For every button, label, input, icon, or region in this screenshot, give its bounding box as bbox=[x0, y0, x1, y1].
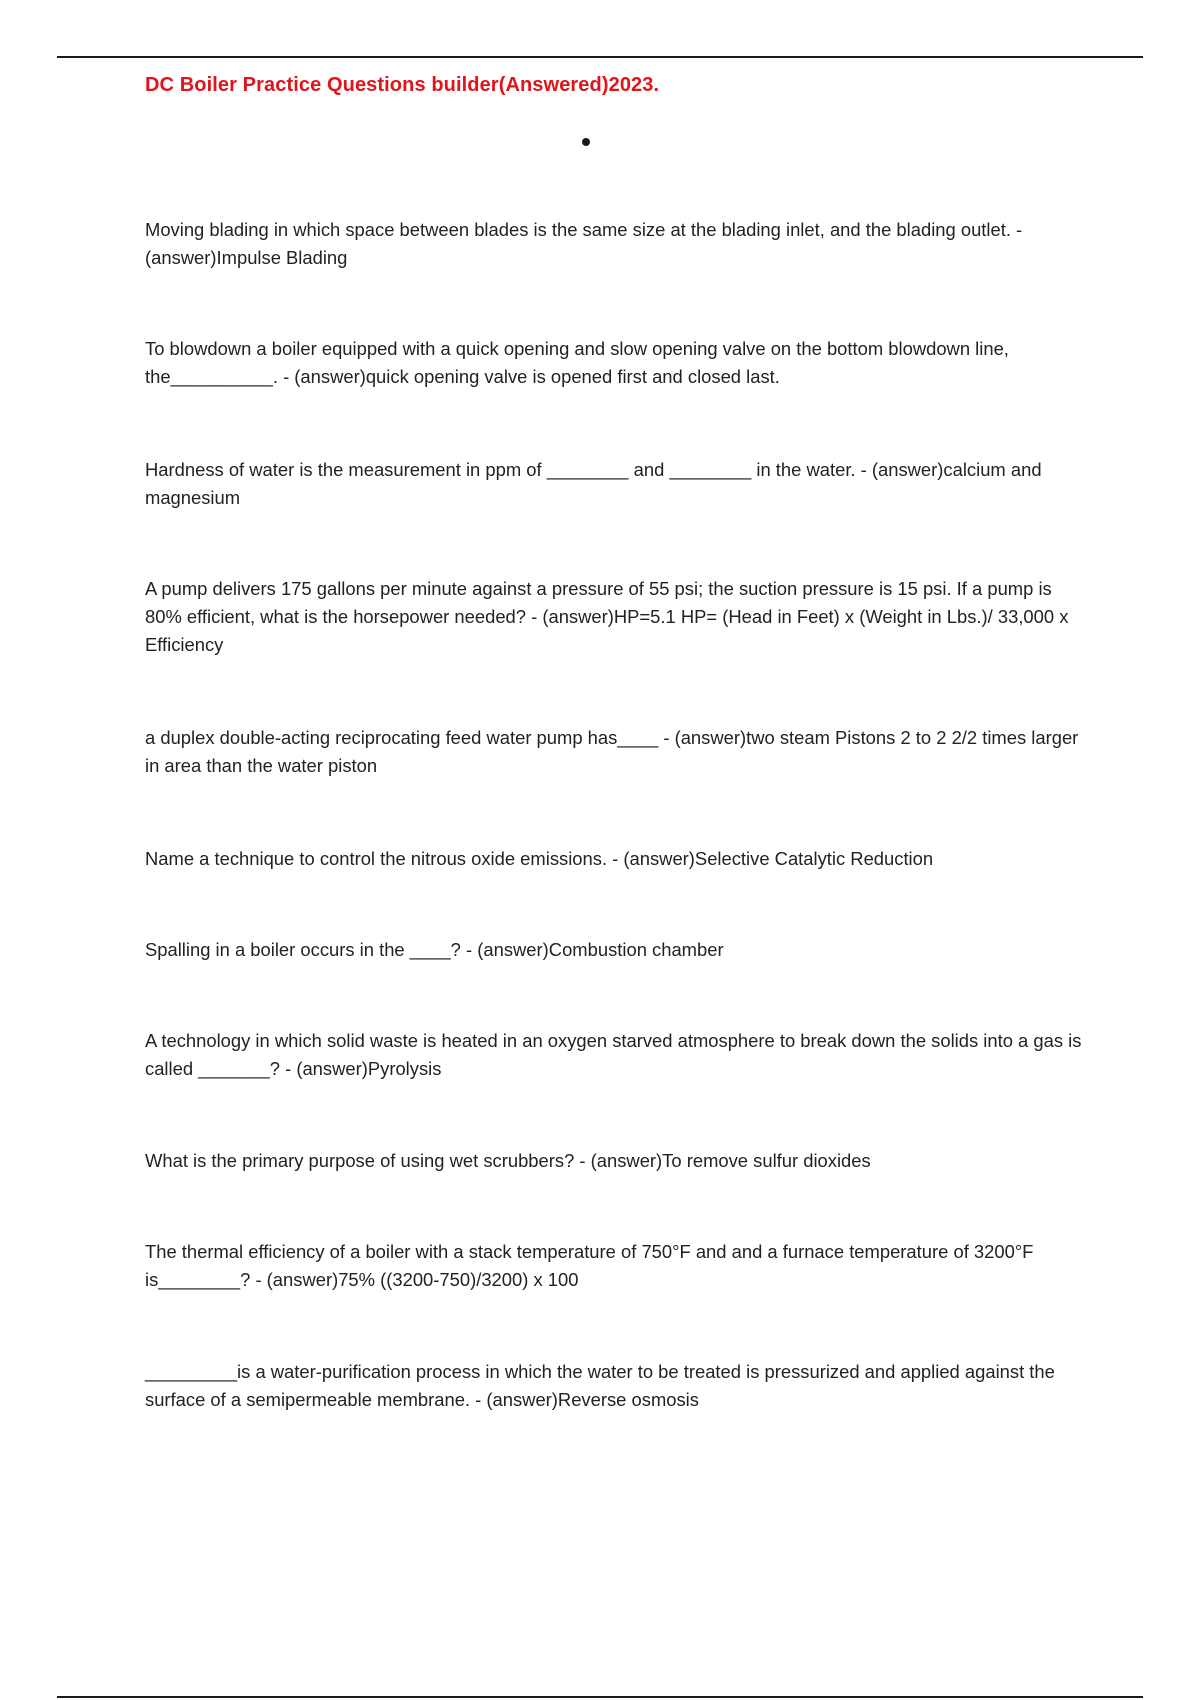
question-answer-item: Name a technique to control the nitrous oxide emissions. - (answer)Selective Catalytic Reduction bbox=[145, 848, 934, 869]
question-answer-item: _________is a water-purification process in which the water to be treated is pressurized and applied against the surface of a semipermeable membrane. - (answer)Reverse osmosis bbox=[145, 1361, 1055, 1410]
question-answer-item: What is the primary purpose of using wet scrubbers? - (answer)To remove sulfur dioxides bbox=[145, 1150, 871, 1171]
question-answer-item: A technology in which solid waste is heated in an oxygen starved atmosphere to break down the solids into a gas is called _______? - (answer)Pyrolysis bbox=[145, 1030, 1082, 1079]
question-answer-item: Moving blading in which space between blades is the same size at the blading inlet, and the blading outlet. - (answer)Impulse Blading bbox=[145, 219, 1023, 268]
question-answer-item: A pump delivers 175 gallons per minute against a pressure of 55 psi; the suction pressure is 15 psi. If a pump is 80% efficient, what is the horsepower needed? - (answer)HP=5.1 HP= (Head in Feet) x (Weight in Lbs.)/ 33,000 x Efficiency bbox=[145, 578, 1069, 655]
question-answer-item: Hardness of water is the measurement in ppm of ________ and ________ in the water. - (answer)calcium and magnesium bbox=[145, 459, 1042, 508]
question-answer-item: Spalling in a boiler occurs in the ____? - (answer)Combustion chamber bbox=[145, 939, 724, 960]
top-rule bbox=[57, 56, 1143, 58]
question-answer-item: The thermal efficiency of a boiler with a stack temperature of 750°F and and a furnace temperature of 3200°F is________? - (answer)75% ((3200-750)/3200) x 100 bbox=[145, 1241, 1034, 1290]
question-answer-item: a duplex double-acting reciprocating feed water pump has____ - (answer)two steam Pistons 2 to 2 2/2 times larger in area than the water piston bbox=[145, 727, 1079, 776]
document-title: DC Boiler Practice Questions builder(Answered)2023. bbox=[145, 74, 660, 96]
question-answer-item: To blowdown a boiler equipped with a quick opening and slow opening valve on the bottom blowdown line, the__________. - (answer)quick opening valve is opened first and closed last. bbox=[145, 338, 1009, 387]
bottom-rule bbox=[57, 1696, 1143, 1698]
bullet-point bbox=[582, 138, 590, 146]
